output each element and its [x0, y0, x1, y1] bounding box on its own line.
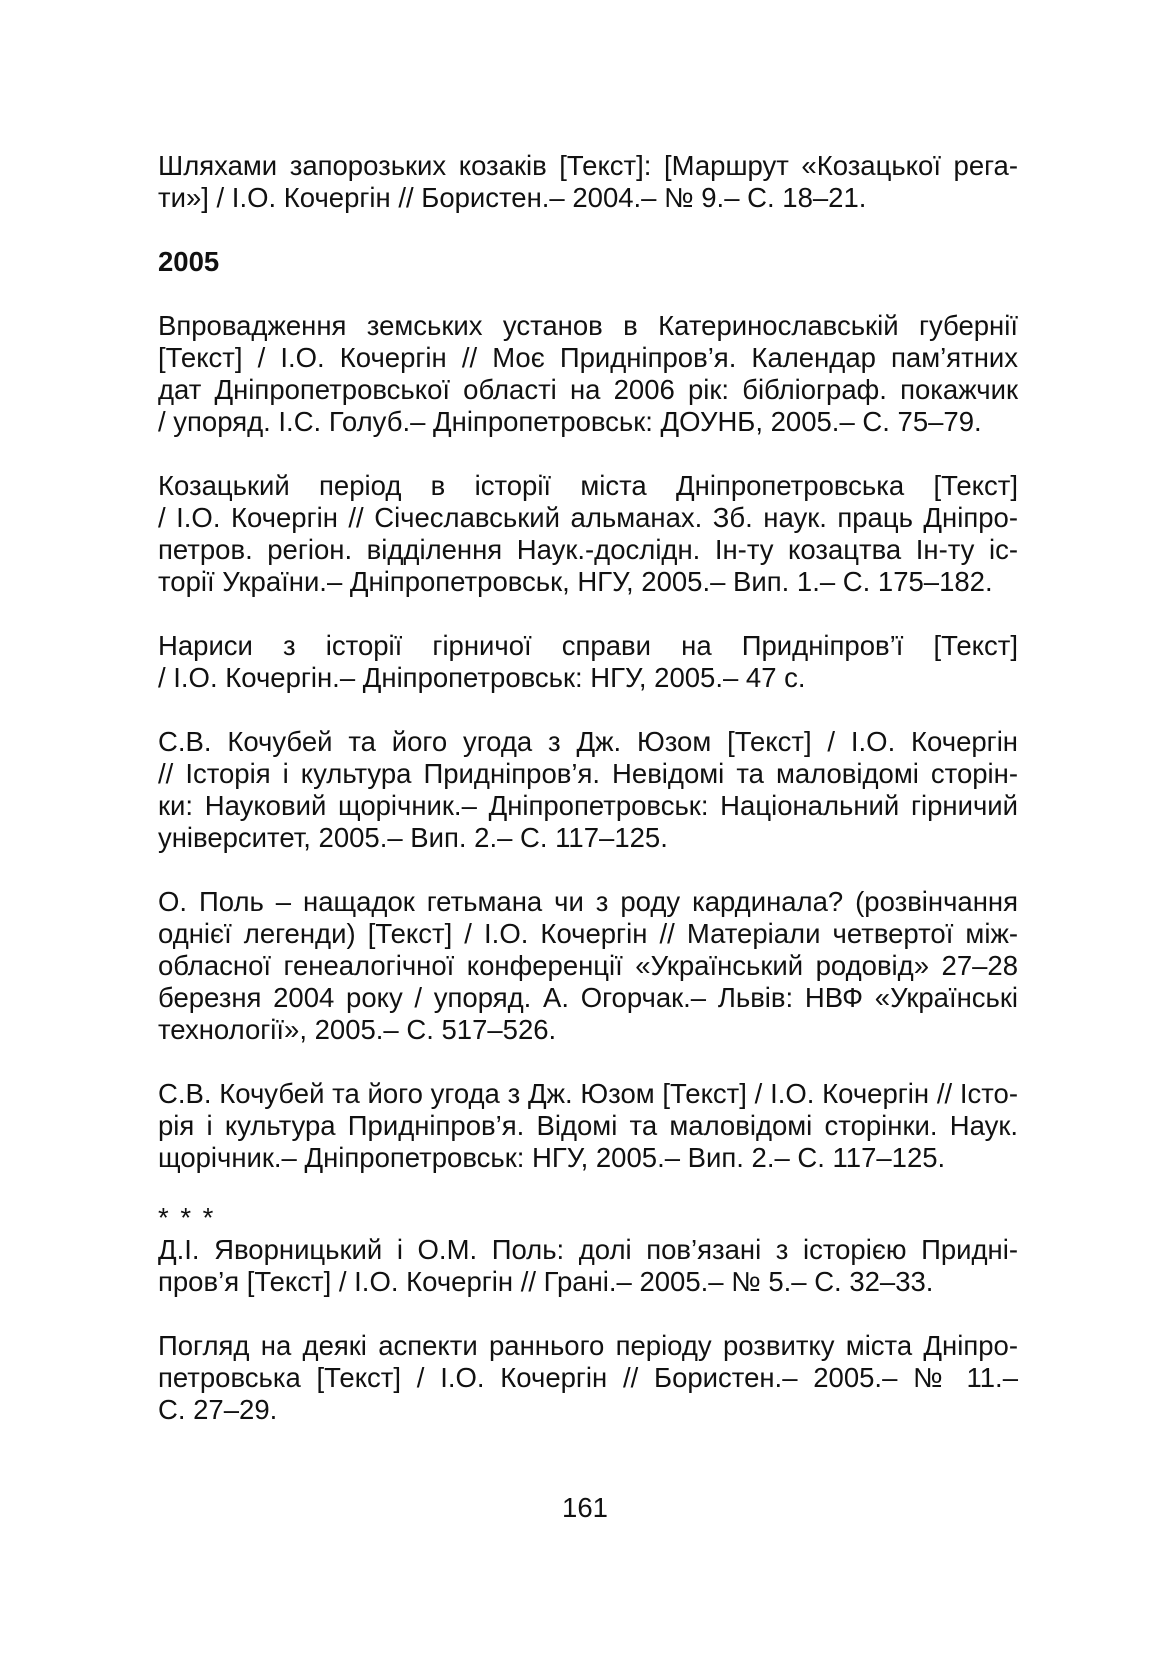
entry-line: пров’я [Текст] / І.О. Кочергін // Грані.– 2005.– № 5.– С. 32–33. [158, 1266, 934, 1297]
document-page [158, 150, 1018, 1458]
entry-line: ти»] / І.О. Кочергін // Бористен.– 2004.– № 9.– С. 18–21. [158, 182, 867, 213]
entry-line: Погляд на деякі аспекти раннього періоду розвитку міста Дніпро- [158, 1330, 1018, 1361]
entry-line: обласної генеалогічної конференції «Український родовід» 27–28 [158, 950, 1018, 981]
entry-line: С. 27–29. [158, 1394, 278, 1425]
entry-line: ки: Науковий щорічник.– Дніпропетровськ: Національний гірничий [158, 790, 1018, 821]
bibliography-entry [158, 470, 1018, 598]
page-number: 161 [562, 1492, 608, 1523]
entry-line: / І.О. Кочергін // Січеславський альманах. Зб. наук. праць Дніпро- [158, 502, 1018, 533]
entry-line: С.В. Кочубей та його угода з Дж. Юзом [Текст] / І.О. Кочергін [158, 726, 1018, 757]
bibliography-entry [158, 1330, 1018, 1426]
entry-line: Нариси з історії гірничої справи на Придніпров’ї [Текст] [158, 630, 1018, 661]
entry-line: / упоряд. І.С. Голуб.– Дніпропетровськ: ДОУНБ, 2005.– С. 75–79. [158, 406, 982, 437]
entry-line: С.В. Кочубей та його угода з Дж. Юзом [Текст] / І.О. Кочергін // Істо- [158, 1078, 1018, 1109]
entry-line: університет, 2005.– Вип. 2.– С. 117–125. [158, 822, 668, 853]
entry-line: Козацький період в історії міста Дніпропетровська [Текст] [158, 470, 1018, 501]
bibliography-entry [158, 630, 1018, 694]
section-separator: * * * [158, 1202, 216, 1233]
entry-line: березня 2004 року / упоряд. А. Огорчак.– Львів: НВФ «Українські [158, 982, 1018, 1013]
entry-line: дат Дніпропетровської області на 2006 рік: бібліограф. покажчик [158, 374, 1018, 405]
bibliography-entry [158, 1234, 1018, 1298]
entry-line: однієї легенди) [Текст] / І.О. Кочергін // Матеріали четвертої між- [158, 918, 1018, 949]
entry-line: рія і культура Придніпров’я. Відомі та маловідомі сторінки. Наук. [158, 1110, 1018, 1141]
entry-line: Д.І. Яворницький і О.М. Поль: долі пов’язані з історією Придні- [158, 1234, 1018, 1265]
entry-line: торії України.– Дніпропетровськ, НГУ, 2005.– Вип. 1.– С. 175–182. [158, 566, 993, 597]
bibliography-entry [158, 1078, 1018, 1174]
entry-line: петров. регіон. відділення Наук.-дослідн. Ін-ту козацтва Ін-ту іс- [158, 534, 1018, 565]
entry-line: // Історія і культура Придніпров’я. Невідомі та маловідомі сторін- [158, 758, 1018, 789]
entry-line: Впровадження земських установ в Катеринославській губернії [158, 310, 1018, 341]
entry-line: технології», 2005.– С. 517–526. [158, 1014, 557, 1045]
bibliography-entry [158, 886, 1018, 1046]
entry-line: / І.О. Кочергін.– Дніпропетровськ: НГУ, 2005.– 47 с. [158, 662, 806, 693]
entry-line: О. Поль – нащадок гетьмана чи з роду кардинала? (розвінчання [158, 886, 1018, 917]
year-heading: 2005 [158, 246, 220, 277]
bibliography-entry [158, 310, 1018, 438]
entry-line: петровська [Текст] / І.О. Кочергін // Бористен.– 2005.– № 11.– [158, 1362, 1018, 1393]
entry-line: щорічник.– Дніпропетровськ: НГУ, 2005.– Вип. 2.– С. 117–125. [158, 1142, 946, 1173]
bibliography-entry [158, 150, 1018, 214]
entry-line: [Текст] / І.О. Кочергін // Моє Придніпров’я. Календар пам’ятних [158, 342, 1018, 373]
entry-line: Шляхами запорозьких козаків [Текст]: [Маршрут «Козацької рега- [158, 150, 1018, 181]
bibliography-entry [158, 726, 1018, 854]
